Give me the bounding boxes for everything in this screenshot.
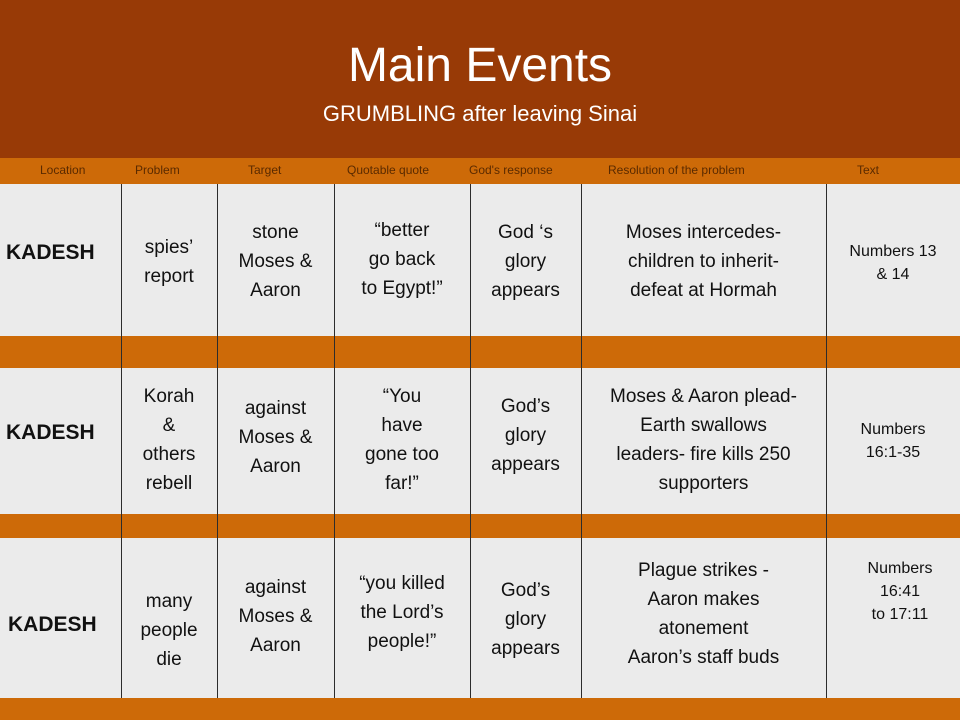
cell-response: God’s glory appears <box>491 580 560 659</box>
header-gods-response: God's response <box>469 163 553 177</box>
cell-quote: “better go back to Egypt!” <box>361 220 443 299</box>
page-subtitle: GRUMBLING after leaving Sinai <box>322 101 638 126</box>
cell-response: God ‘s glory appears <box>491 222 560 301</box>
header-quotable-quote: Quotable quote <box>347 163 430 177</box>
cell-resolution: Moses intercedes- children to inherit- defeat at Hormah <box>625 222 782 301</box>
cell-problem: many people die <box>140 591 198 670</box>
cell-problem: spies’ report <box>144 237 194 287</box>
cell-target: against Moses & Aaron <box>238 398 313 477</box>
cell-target: stone Moses & Aaron <box>238 222 313 301</box>
page-title: Main Events <box>347 39 613 92</box>
header-target: Target <box>248 163 282 177</box>
cell-resolution: Moses & Aaron plead- Earth swallows leaders- fire kills 250 supporters <box>610 386 797 494</box>
header-text: Text <box>857 163 880 177</box>
cell-location: KADESH <box>8 613 97 636</box>
cell-text: Numbers 13 & 14 <box>849 243 937 283</box>
cell-text: Numbers 16:41 to 17:11 <box>867 560 933 623</box>
cell-location: KADESH <box>6 421 95 444</box>
cell-location: KADESH <box>6 241 95 264</box>
header-problem: Problem <box>135 163 180 177</box>
row-separator <box>0 336 960 368</box>
header-location: Location <box>40 163 86 177</box>
cell-text: Numbers 16:1-35 <box>860 421 926 461</box>
cell-target: against Moses & Aaron <box>238 577 313 656</box>
cell-problem: Korah & others rebell <box>142 386 196 494</box>
row-separator <box>0 698 960 720</box>
cell-response: God’s glory appears <box>491 396 560 475</box>
cell-quote: “you killed the Lord’s people!” <box>359 573 445 652</box>
row-separator <box>0 514 960 538</box>
cell-resolution: Plague strikes - Aaron makes atonement Aaron’s staff buds <box>627 560 780 668</box>
cell-quote: “You have gone too far!” <box>365 386 439 494</box>
header-resolution: Resolution of the problem <box>608 163 745 177</box>
